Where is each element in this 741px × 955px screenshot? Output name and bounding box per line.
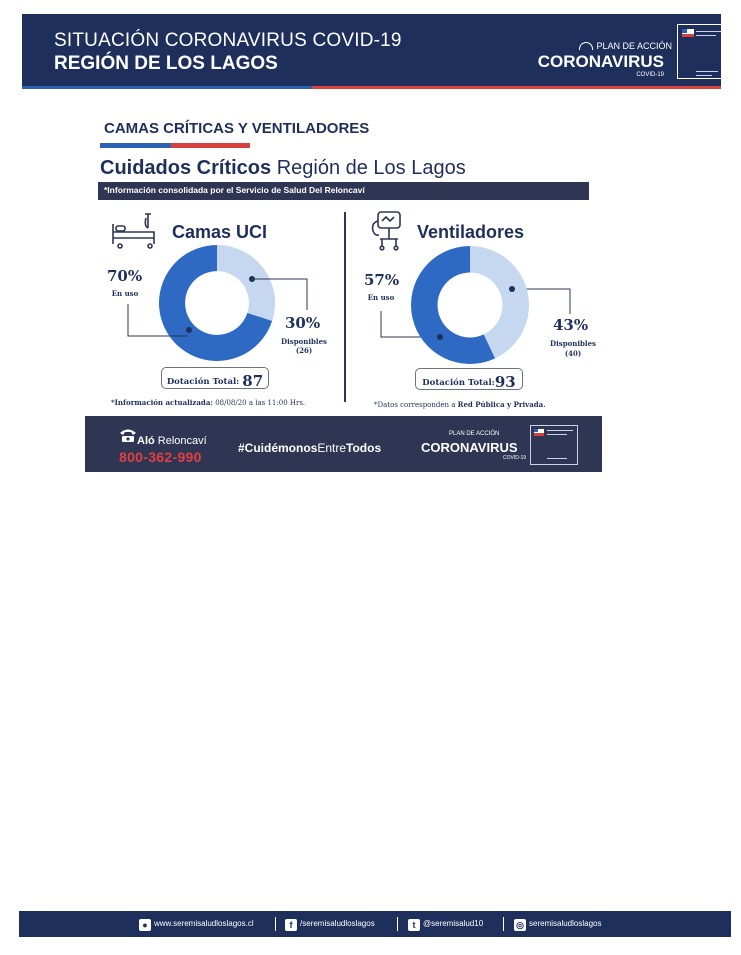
vent-pointer-free [509,286,515,292]
info-band: *Información consolidada por el Servicio de Salud Del Reloncaví [98,182,589,200]
hashtag: #CuidémonosEntreTodos [238,441,382,455]
header-plan-label: PLAN DE ACCIÓN [552,41,672,51]
footer-instagram-link[interactable]: ◎ seremisaludloslagos [514,917,601,931]
globe-icon: ● [139,919,151,931]
contact-banner [85,416,602,472]
instagram-icon: ◎ [514,919,526,931]
flag-icon [534,429,544,436]
banner-covid-label: COVID-19 [503,455,527,461]
vent-used-percent: 57% [364,271,400,289]
vent-total-box: Dotación Total:93 [415,368,523,390]
uci-free-label: Disponibles [281,337,327,346]
uci-free-percent: 30% [285,314,321,332]
footer-twitter-link[interactable]: t @seremisalud10 [408,917,483,931]
footer-bar [19,911,731,937]
header-title-line1: SITUACIÓN CORONAVIRUS COVID-19 [54,30,402,51]
twitter-icon: t [408,919,420,931]
vent-free-count: (40) [564,349,582,358]
alo-reloncavi-label: Aló Reloncaví [137,435,207,447]
section-title: CAMAS CRÍTICAS Y VENTILADORES [104,120,370,137]
vent-donut-chart [410,245,530,365]
footer-website-link[interactable]: ● www.seremisaludloslagos.cl [139,917,254,931]
telephone-icon [119,427,137,443]
ventilator-icon [368,209,408,251]
infographic-title: Cuidados Críticos Región de Los Lagos [100,157,466,179]
uci-used-label: En uso [111,289,139,298]
uci-free-count: (26) [295,346,313,355]
header-brand: CORONAVIRUS [537,52,664,71]
header-title-line2: REGIÓN DE LOS LAGOS [54,53,278,74]
uci-total-box: Dotación Total: 87 [161,367,269,389]
header-covid-label: COVID-19 [636,72,664,78]
banner-brand: CORONAVIRUS [421,440,518,455]
uci-note: *Información actualizada: 08/08/20 a las 11:00 Hrs. [111,398,306,407]
vent-title: Ventiladores [417,222,525,242]
footer-facebook-link[interactable]: f /seremisaludloslagos [285,917,375,931]
uci-title: Camas UCI [172,222,268,242]
banner-plan-label: PLAN DE ACCIÓN [449,431,500,437]
vent-note: *Datos corresponden a Red Pública y Privada. [374,400,546,409]
vent-used-label: En uso [367,293,395,302]
facebook-icon: f [285,919,297,931]
vent-free-percent: 43% [553,316,589,334]
vent-free-label: Disponibles [550,339,596,348]
vent-pointer-used [437,334,443,340]
uci-used-percent: 70% [107,267,143,285]
phone-number[interactable]: 800-362-990 [119,449,202,465]
banner-government-logo [530,425,578,465]
